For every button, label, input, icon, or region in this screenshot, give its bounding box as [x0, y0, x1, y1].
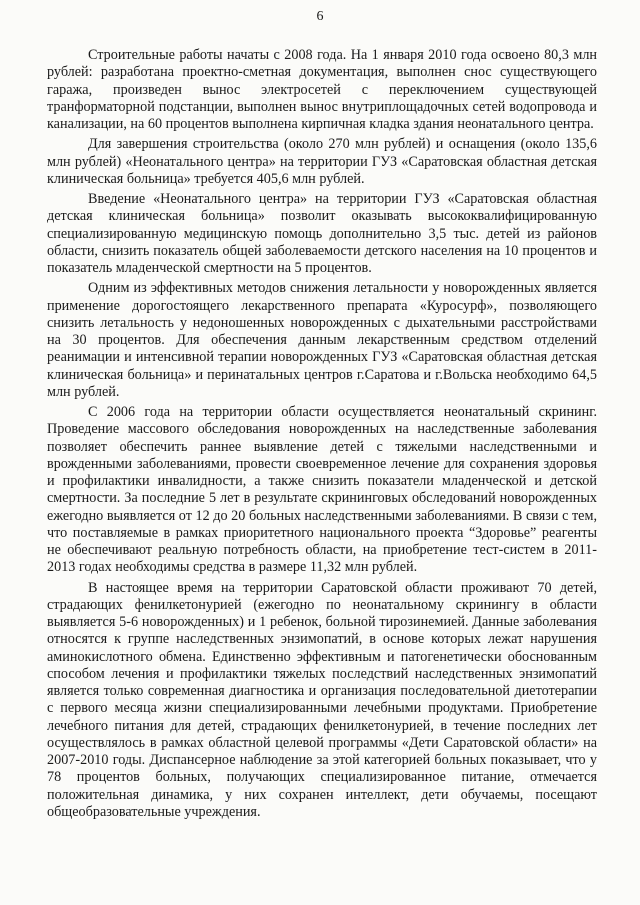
- paragraph-completion-funding: Для завершения строительства (около 270 млн рублей) и оснащения (около 135,6 млн рублей) «Неонатального центра» на территории ГУЗ «Саратовская областная детская клиническая больница» требуется 405,6 млн рублей.: [47, 136, 597, 187]
- paragraph-neonatal-center-benefits: Введение «Неонатального центра» на территории ГУЗ «Саратовская областная детская клиническая больница» позволит оказывать высококвалифицированную специализированную медицинскую помощь дополнительно 3,5 тыс. детей из районов области, снизить показатель общей заболеваемости детского населения на 10 процентов и показатель младенческой смертности на 5 процентов.: [47, 191, 597, 276]
- paragraph-phenylketonuria: В настоящее время на территории Саратовской области проживают 70 детей, страдающих фенилкетонурией (ежегодно по неонатальному скринингу в области выявляется 5-6 новорожденных) и 1 ребенок, больной тирозинемией. Данные заболевания относятся к группе наследственных энзимопатий, в основе которых лежат нарушения аминокислотного обмена. Единственно эффективным и патогенетически обоснованным способом лечения и профилактики тяжелых последствий наследственных энзимопатий является только современная диагностика и организация последовательной диетотерапии с первого месяца жизни специализированными лечебными продуктами. Приобретение лечебного питания для детей, страдающих фенилкетонурией, в течение последних лет осуществлялось в рамках областной целевой программы «Дети Саратовской области» на 2007-2010 годы. Диспансерное наблюдение за этой категорией больных показывает, что у 78 процентов больных, получающих специализированное питание, отмечается положительная динамика, у них сохранен интеллект, дети обучаемы, посещают общеобразовательные учреждения.: [47, 579, 597, 820]
- paragraph-curosurf-drug: Одним из эффективных методов снижения летальности у новорожденных является применение дорогостоящего лекарственного препарата «Куросурф», позволяющего снизить летальность у недоношенных новорожденных с дыхательными расстройствами на 30 процентов. Для обеспечения данным лекарственным средством отделений реанимации и интенсивной терапии новорожденных ГУЗ «Саратовская областная детская клиническая больница» и перинатальных центров г.Саратова и г.Вольска необходимо 64,5 млн рублей.: [47, 280, 597, 400]
- paragraph-neonatal-screening: С 2006 года на территории области осуществляется неонатальный скрининг. Проведение массового обследования новорожденных на наследственные заболевания позволяет обеспечить раннее выявление детей с тяжелыми наследственными и врожденными заболеваниями, провести своевременное лечение для сохранения здоровья и профилактики инвалидности, а также снизить показатели младенческой и детской смертности. За последние 5 лет в результате скрининговых обследований новорожденных ежегодно выявляется от 12 до 20 больных наследственными заболеваниями. В связи с тем, что поставляемые в рамках приоритетного национального проекта “Здоровье” реагенты не обеспечивают реальную потребность области, на приобретение тест-систем в 2011-2013 годах необходимы средства в размере 11,32 млн рублей.: [47, 404, 597, 576]
- document-body: [47, 47, 597, 821]
- page-number: 6: [316, 9, 324, 24]
- paragraph-construction-progress: Строительные работы начаты с 2008 года. На 1 января 2010 года освоено 80,3 млн рублей: разработана проектно-сметная документация, выполнен снос существующего гаража, произведен вынос электросетей с переключением существующей транформаторной подстанции, выполнен вынос внутриплощадочных сетей водопровода и канализации, на 60 процентов выполнена кирпичная кладка здания неонатального центра.: [47, 47, 597, 132]
